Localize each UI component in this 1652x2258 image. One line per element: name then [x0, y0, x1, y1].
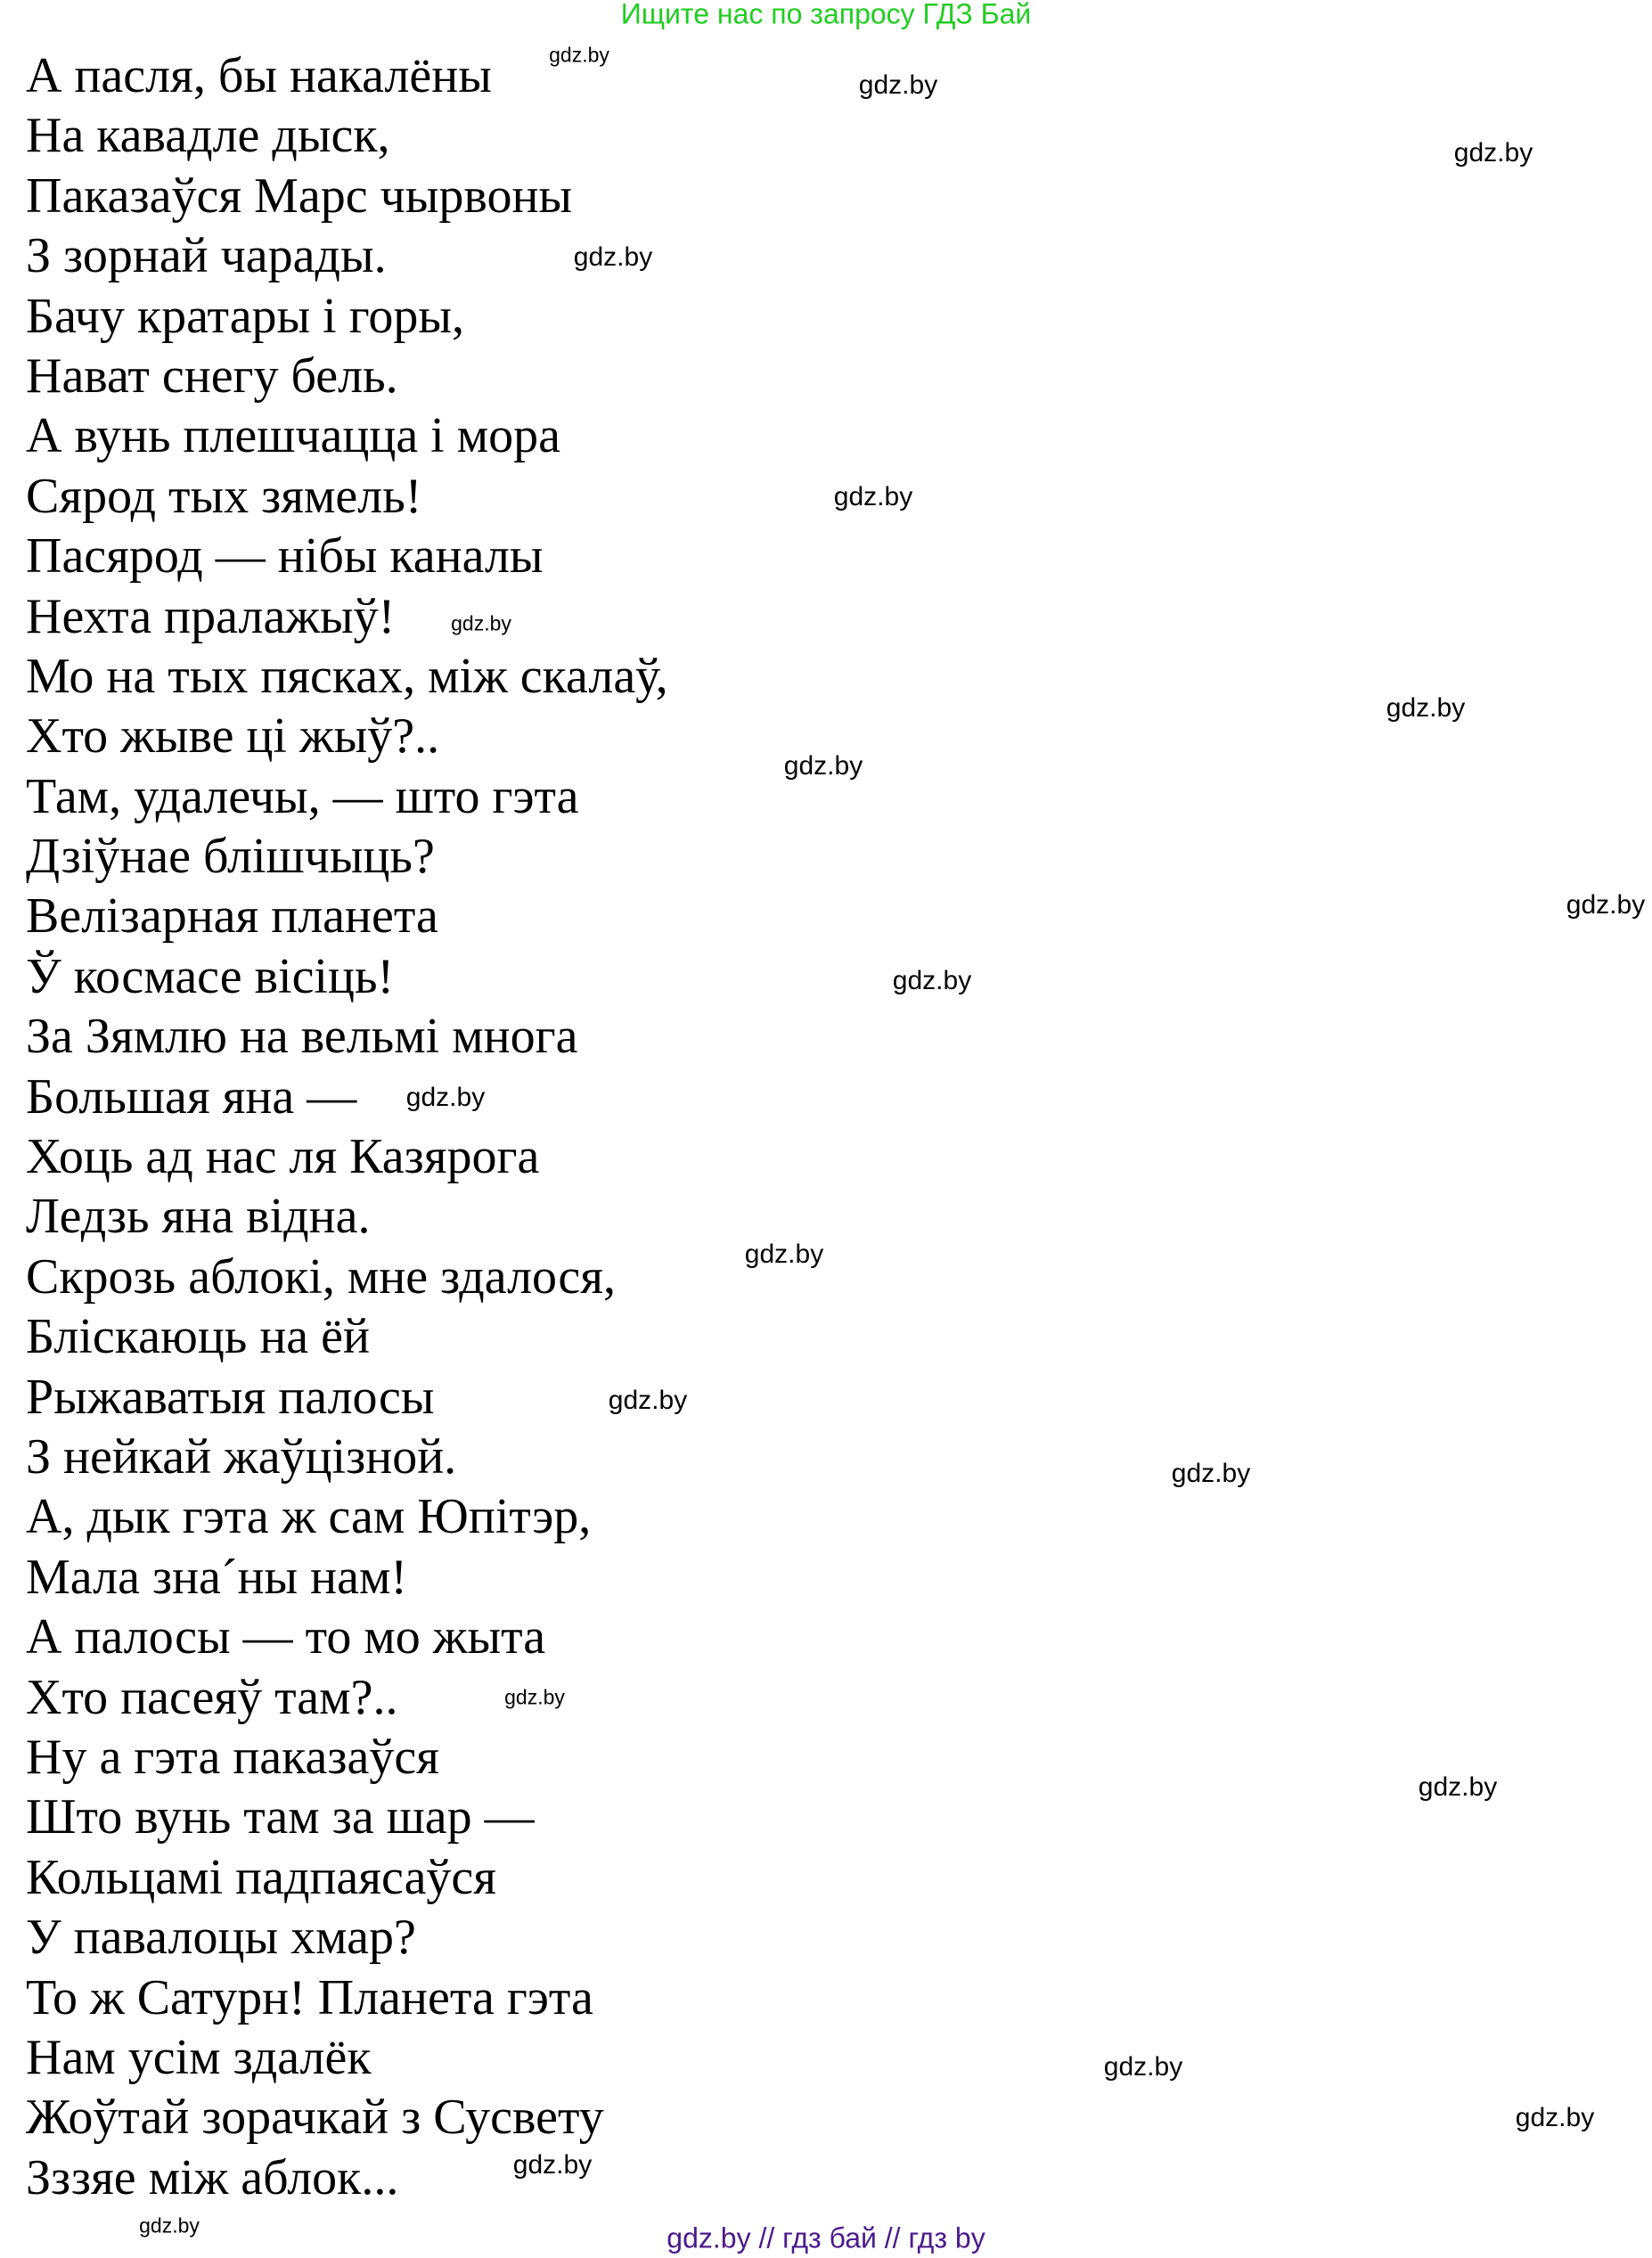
poem-line: Бачу кратары і горы,	[26, 288, 464, 344]
poem-line: Мо на тых пясках, між скалаў,	[26, 648, 668, 704]
poem-line: Дзіўнае блішчыць?	[26, 829, 435, 885]
poem-line: Жоўтай зорачкай з Сусвету	[26, 2090, 604, 2146]
poem-line: Пасярод — нібы каналы	[26, 528, 544, 585]
watermark: gdz.by	[744, 1239, 824, 1269]
poem-line: З зорнай чарады.	[26, 228, 387, 284]
poem-line: Там, удалечы, — што гэта	[26, 768, 579, 824]
poem-line: А пасля, бы накалёны	[26, 48, 492, 103]
watermark: gdz.by	[783, 751, 863, 781]
poem-line: Што вунь там за шар —	[26, 1789, 535, 1845]
poem-text	[26, 43, 668, 2208]
poem-line: З нейкай жаўцізной.	[26, 1428, 457, 1485]
poem-line: Мала зна´ны нам!	[26, 1549, 408, 1605]
watermark: gdz.by	[451, 611, 511, 635]
poem-line: Велізарная планета	[26, 888, 438, 945]
poem-line: Ў космасе вісіць!	[26, 948, 395, 1004]
poem-line: Ледзь яна відна.	[26, 1189, 371, 1245]
watermark: gdz.by	[608, 1386, 688, 1415]
poem-line: Паказаўся Марс чырвоны	[26, 168, 573, 224]
search-hint-header: Ищите нас по запросу ГДЗ Бай	[620, 0, 1032, 30]
watermark: gdz.by	[1515, 2103, 1595, 2132]
watermark: gdz.by	[549, 43, 609, 67]
poem-line: Большая яна —	[26, 1068, 357, 1125]
poem-line: Хто жыве ці жыў?..	[26, 708, 440, 765]
poem-line: Кольцамі падпаясаўся	[26, 1849, 497, 1905]
watermark: gdz.by	[858, 70, 938, 100]
watermark: gdz.by	[833, 482, 913, 511]
poem-line: Ну а гэта паказаўся	[26, 1729, 439, 1785]
footer-links: gdz.by // гдз бай // гдз by	[667, 2221, 985, 2254]
watermark: gdz.by	[1386, 693, 1466, 723]
poem-line: У павалоцы хмар?	[26, 1910, 416, 1966]
watermark: gdz.by	[1566, 890, 1646, 920]
poem-line: Хто пасеяў там?..	[26, 1669, 398, 1725]
poem-line: А вунь плешчацца і мора	[26, 408, 561, 464]
poem-line: Бліскаюць на ёй	[26, 1309, 370, 1365]
watermark: gdz.by	[139, 2213, 200, 2238]
watermark: gdz.by	[512, 2150, 593, 2180]
poem-line: Нам усім здалёк	[26, 2029, 372, 2085]
watermark: gdz.by	[1453, 138, 1533, 168]
poem-line: А палосы — то мо жыта	[26, 1609, 546, 1665]
watermark: gdz.by	[892, 966, 972, 995]
poem-line: Нехта пралажыў!	[26, 588, 396, 644]
poem-line: На кавадле дыск,	[26, 108, 390, 164]
watermark: gdz.by	[1103, 2052, 1183, 2082]
watermark: gdz.by	[573, 242, 653, 272]
watermark: gdz.by	[1171, 1459, 1251, 1488]
poem-line: За Зямлю на вельмі многа	[26, 1009, 578, 1065]
poem-line: Хоць ад нас ля Казярога	[26, 1129, 540, 1185]
poem-line: Нават снегу бель.	[26, 348, 398, 404]
poem-line: Зззяе між аблок...	[26, 2149, 399, 2205]
watermark: gdz.by	[1418, 1772, 1498, 1802]
watermark: gdz.by	[405, 1083, 486, 1112]
poem-line: А, дык гэта ж сам Юпітэр,	[26, 1489, 592, 1545]
poem-line: Рыжаватыя палосы	[26, 1369, 435, 1425]
poem-line: Скрозь аблокі, мне здалося,	[26, 1248, 617, 1305]
poem-line: Сярод тых зямель!	[26, 468, 422, 524]
poem-line: То ж Сатурн! Планета гэта	[26, 1969, 593, 2025]
watermark: gdz.by	[504, 1685, 565, 1709]
